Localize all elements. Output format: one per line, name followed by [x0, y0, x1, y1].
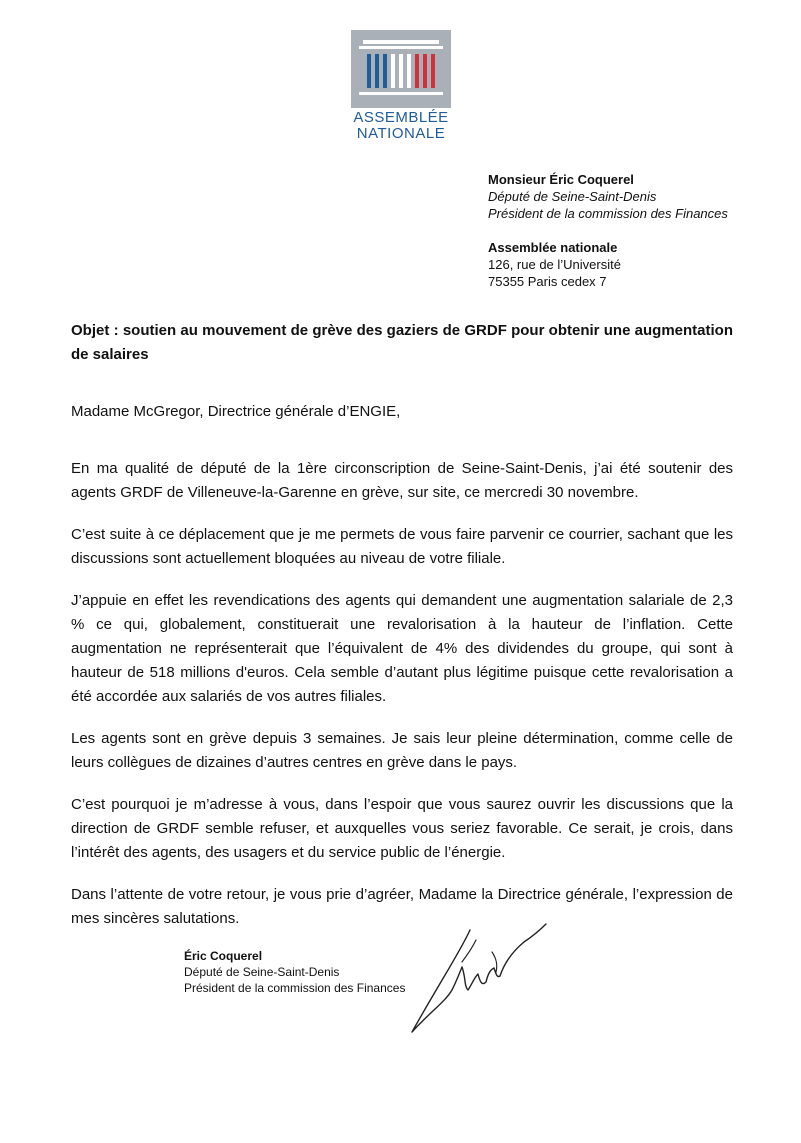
signoff-block: [184, 948, 405, 996]
letter-body: [71, 457, 733, 949]
handwritten-signature: [400, 912, 550, 1042]
sender-role-1: Député de Seine-Saint-Denis: [488, 189, 657, 204]
logo-text-line1: ASSEMBLÉE: [353, 109, 449, 126]
hemicycle-icon: [351, 30, 451, 108]
sender-block: [488, 171, 728, 290]
sender-organization: Assemblée nationale: [488, 240, 618, 255]
letter-salutation: Madame McGregor, Directrice générale d’ENGIE,: [71, 403, 401, 420]
signoff-role-1: Député de Seine-Saint-Denis: [184, 965, 340, 979]
logo-emblem: [351, 30, 451, 108]
body-paragraph: En ma qualité de député de la 1ère circonscription de Seine-Saint-Denis, j’ai été soutenir des agents GRDF de Villeneuve-la-Garenne en grève, sur site, ce mercredi 30 novembre.: [71, 460, 733, 501]
letter-subject: Objet : soutien au mouvement de grève des gaziers de GRDF pour obtenir une augmentation de salaires: [71, 322, 733, 363]
assemblee-nationale-logo: [345, 24, 457, 142]
logo-text-line2: NATIONALE: [356, 125, 446, 142]
sender-role-2: Président de la commission des Finances: [488, 206, 728, 221]
sender-name: Monsieur Éric Coquerel: [488, 172, 634, 187]
body-paragraph: Dans l’attente de votre retour, je vous prie d’agréer, Madame la Directrice générale, l’expression de mes sincères salutations.: [71, 886, 733, 927]
body-paragraph: C’est suite à ce déplacement que je me permets de vous faire parvenir ce courrier, sachant que les discussions sont actuellement bloquées au niveau de votre filiale.: [71, 526, 733, 567]
sender-address-line-1: 126, rue de l’Université: [488, 257, 621, 272]
body-paragraph: J’appuie en effet les revendications des agents qui demandent une augmentation salariale de 2,3 % ce qui, globalement, constituerait une revalorisation à la hauteur de l’inflation. Cette augmentation ne représenterait que l’équivalent de 4% des dividendes du groupe, qui sont à hauteur de 518 millions d'euros. Cela semble d’autant plus légitime puisque cette revalorisation a été accordée aux salariés de vos autres filiales.: [71, 592, 733, 705]
body-paragraph: C’est pourquoi je m’adresse à vous, dans l’espoir que vous saurez ouvrir les discussions que la direction de GRDF semble refuser, et auxquelles vous seriez favorable. Ce serait, je crois, dans l’intérêt des agents, des usagers et du service public de l’énergie.: [71, 796, 733, 861]
body-paragraph: Les agents sont en grève depuis 3 semaines. Je sais leur pleine détermination, comme celle de leurs collègues de dizaines d’autres centres en grève dans le pays.: [71, 730, 733, 771]
signoff-role-2: Président de la commission des Finances: [184, 981, 406, 995]
signoff-name: Éric Coquerel: [184, 949, 263, 963]
sender-address-line-2: 75355 Paris cedex 7: [488, 274, 607, 289]
